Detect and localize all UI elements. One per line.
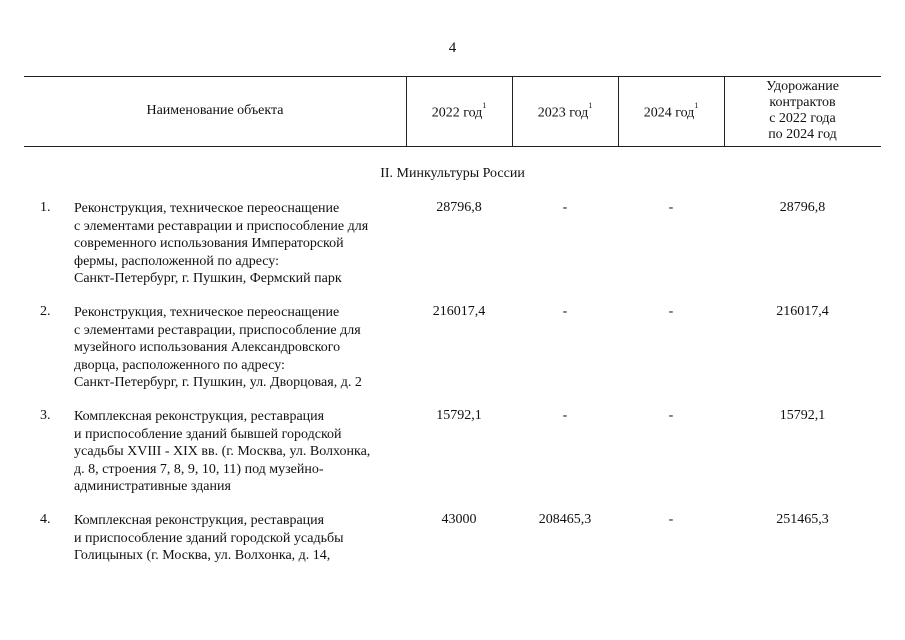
row-number: 1. [40, 200, 51, 215]
value-2022: 216017,4 [432, 304, 486, 319]
footnote-mark: 1 [588, 100, 593, 110]
footnote-mark: 1 [482, 100, 487, 110]
value-2023: 208465,3 [538, 512, 592, 527]
value-2024: - [668, 304, 674, 319]
object-name-line: Санкт-Петербург, г. Пушкин, Фермский парк [74, 271, 342, 286]
value-total: 251465,3 [776, 512, 829, 527]
value-total: 28796,8 [779, 200, 826, 215]
object-name-line: дворца, расположенного по адресу: [74, 357, 285, 373]
object-name-line: фермы, расположенной по адресу: [74, 253, 280, 269]
row-number: 2. [40, 304, 51, 319]
value-2024: - [668, 200, 674, 215]
header-total-line: с 2022 года [769, 111, 836, 126]
object-name-line: и приспособление зданий бывшей городской [74, 426, 342, 442]
table-header-bottom-rule [24, 146, 881, 147]
header-2024-label: 2024 год [643, 105, 695, 121]
object-name-line: Реконструкция, техническое переоснащение [74, 305, 340, 320]
header-2022 [406, 76, 512, 146]
object-name-line: музейного использования Александровского [74, 340, 341, 355]
object-name-line: Санкт-Петербург, г. Пушкин, ул. Дворцовая, д. 2 [74, 375, 362, 390]
header-name-label: Наименование объекта [146, 103, 284, 118]
object-name-line: Реконструкция, техническое переоснащение [74, 201, 340, 216]
header-total-line: по 2024 год [768, 127, 837, 142]
header-total-line: контрактов [769, 95, 836, 110]
value-2024: - [668, 512, 674, 527]
value-total: 15792,1 [779, 408, 826, 423]
value-2023: - [562, 408, 568, 423]
header-2022-label: 2022 год [431, 105, 483, 121]
value-2022: 15792,1 [436, 408, 482, 423]
row-number: 4. [40, 512, 51, 527]
object-name [74, 200, 409, 288]
header-2023 [512, 76, 618, 146]
footnote-mark: 1 [694, 100, 699, 110]
object-name-line: д. 8, строения 7, 8, 9, 10, 11) под музейно- [74, 461, 324, 477]
header-2023-label: 2023 год [537, 105, 589, 121]
header-2024 [618, 76, 724, 146]
object-name-line: современного использования Императорской [74, 236, 344, 251]
header-name [24, 76, 406, 146]
value-total: 216017,4 [776, 304, 829, 319]
value-2023: - [562, 200, 568, 215]
object-name [74, 408, 409, 496]
object-name-line: с элементами реставрации, приспособление для [74, 322, 361, 338]
value-2023: - [562, 304, 568, 319]
row-number: 3. [40, 408, 51, 423]
page-number: 4 [448, 40, 457, 56]
object-name-line: и приспособление зданий городской усадьбы [74, 530, 344, 546]
header-total-line: Удорожание [766, 79, 839, 94]
object-name-line: усадьбы XVIII - XIX вв. (г. Москва, ул. Волхонка, [74, 444, 371, 459]
header-total [724, 76, 881, 146]
value-2024: - [668, 408, 674, 423]
value-2022: 28796,8 [436, 200, 482, 215]
object-name-line: административные здания [74, 479, 231, 494]
object-name-line: с элементами реставрации и приспособление для [74, 218, 369, 234]
object-name [74, 304, 409, 392]
value-2022: 43000 [441, 512, 477, 527]
object-name-line: Комплексная реконструкция, реставрация [74, 409, 325, 424]
object-name-line: Комплексная реконструкция, реставрация [74, 513, 325, 528]
object-name [74, 512, 409, 565]
section-title: II. Минкультуры России [380, 166, 525, 181]
object-name-line: Голицыных (г. Москва, ул. Волхонка, д. 14, [74, 548, 331, 563]
